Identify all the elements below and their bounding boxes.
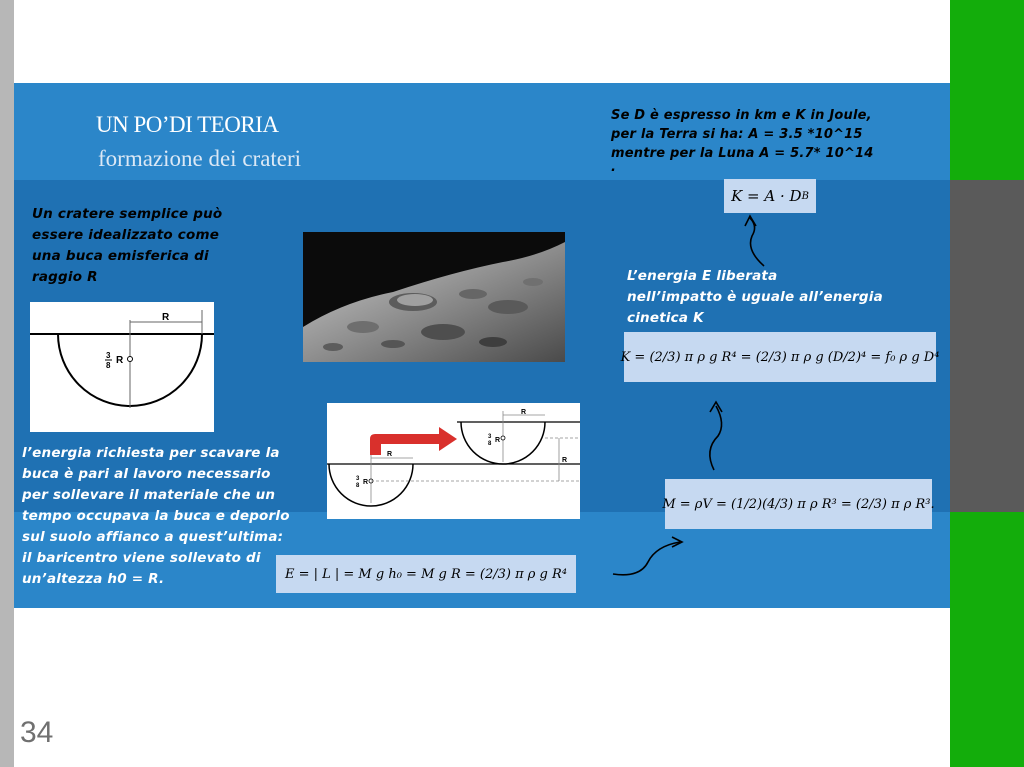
note-line: raggio R [32,269,98,285]
hemisphere-svg [30,302,214,432]
left-border-band [0,0,14,767]
note-line: per sollevare il materiale che un [22,487,276,503]
moon-crater-photo [303,232,565,362]
lifting-svg [327,403,580,519]
lifting-diagram [327,403,580,519]
centroid-num-high: 3 [488,434,492,440]
note-line: l’energia richiesta per scavare la [22,445,280,461]
centroid-den: 8 [106,361,111,370]
centroid-num: 3 [106,351,111,360]
arrow-to-mass [613,542,680,575]
arrow-to-power-law [750,218,764,266]
arrow-to-kinetic [710,406,722,470]
note-line: essere idealizzato come [32,227,220,243]
formula-text: K = (2/3) π ρ g R⁴ = (2/3) π ρ g (D/2)⁴ = f₀ ρ g D⁴ [620,349,940,365]
note-line: tempo occupava la buca e deporlo [22,508,290,524]
work-formula [276,555,576,593]
note-line: Un cratere semplice può [32,206,223,222]
note-line: cinetica K [627,310,704,326]
centroid-num-low: 3 [356,476,360,482]
energy-required-note [22,443,290,590]
note-line: mentre per la Luna A = 5.7* 10^14 [611,146,874,161]
page-number: 34 [20,716,54,749]
note-line: una buca emisferica di [32,248,209,264]
moon-photo-svg [303,232,565,362]
height-label: R [562,457,568,464]
hemisphere-diagram [30,302,214,432]
formula-exponent: B [801,190,809,202]
note-line: sul suolo affianco a quest’ultima: [22,529,284,545]
note-line: L’energia E liberata [627,268,778,284]
centroid-r-low: R [363,479,369,486]
note-line: per la Terra si ha: A = 3.5 *10^15 [611,127,863,142]
constants-note [611,106,874,173]
radius-label-low: R [387,451,393,458]
note-line: buca è pari al lavoro necessario [22,466,271,482]
centroid-r-high: R [495,437,501,444]
formula-text: E = | L | = M g h₀ = M g R = (2/3) π ρ g R⁴ [284,566,568,582]
connector-arrows [600,200,780,590]
centroid-den-high: 8 [488,441,492,447]
radius-label-high: R [521,409,527,416]
right-gray-band [950,180,1024,512]
note-line: . [611,160,617,175]
note-line: nell’impatto è uguale all’energia [627,289,883,305]
formula-text: K = A · D [731,187,802,205]
radius-label: R [162,312,170,323]
crater-intro-note [32,204,222,288]
note-line: un’altezza h0 = R. [22,571,165,587]
formula-text: M = ρV = (1/2)(4/3) π ρ R³ = (2/3) π ρ R³. [662,496,935,512]
slide-subtitle: formazione dei crateri [98,146,302,171]
slide-title: UN PO’DI TEORIA [96,112,279,137]
centroid-den-low: 8 [356,483,360,489]
note-line: il baricentro viene sollevato di [22,550,261,566]
note-line: Se D è espresso in km e K in Joule, [611,108,872,123]
centroid-r: R [116,355,124,366]
